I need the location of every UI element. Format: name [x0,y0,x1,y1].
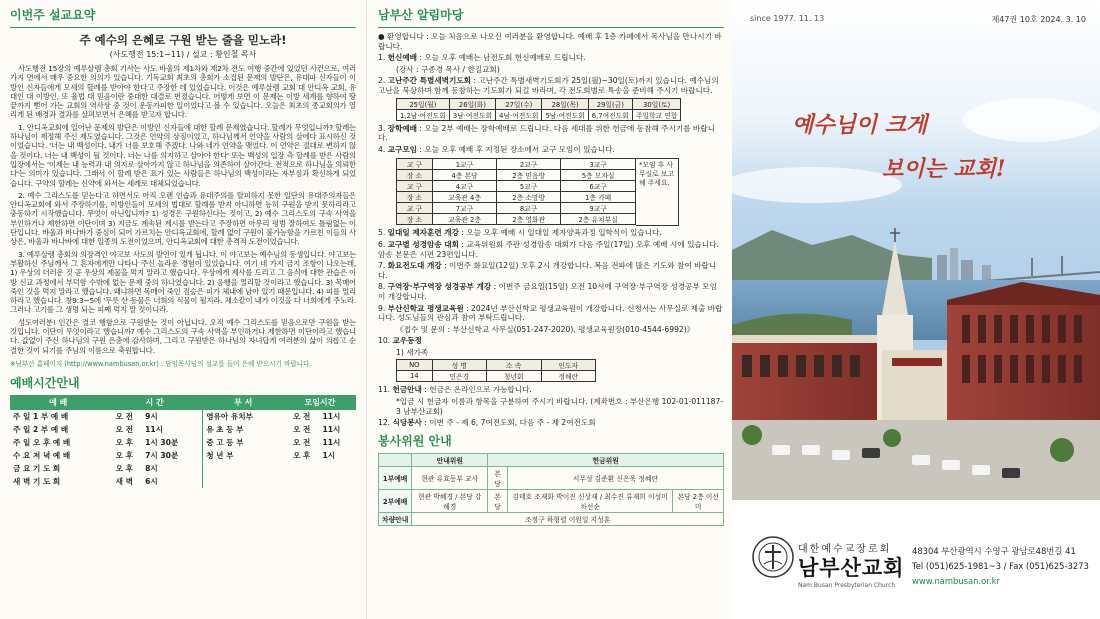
item-title: 고난주간 특별새벽기도회 [387,76,472,86]
sermon-paragraph: 성도여러분! 인간은 결코 행함으로 구원받는 것이 아닙니다. 오직 예수 그리스도를 믿음으로만 구원을 받는 것입니다. 이단이 무엇이라고 했습니까? 예수 그리스도의 구속 사역을 부인하거나 제한하면 이단이라고 했습니다. 값없이 주신 하나님의 구원 은총에 감사하며, 그리고 구원받은 하나님의 자녀답게 여러분의 삶이 의롭고 순결한 것이 되기를 주님의 이름으로 축원합니다. [10,317,356,355]
sermon-paragraph: 사도행전 15장의 예루살렘 총회 기사는 사도 바울의 제1차와 제2차 전도 여행 중간에 있었던 사건으로, 여러 가지 면에서 매우 중요한 의의가 있습니다. 기독교회 최초의 총회가 소집된 문제의 발단은, 유대파 신자들이 이방인 신자들에게 모세의 할례를 받아야 한다고 주장한 데 있었습니다. 이것은 예루살렘 교회 대 안디옥 교회, 유대인 대 이방인, 또 율법 대 믿음이란 중대한 대결로 번졌습니다. 어떻게 보면 이 문제는 이방 세계를 향하여 땅끝까지 뻗어 가는 교회의 역사상 중 것이 운동가피한 일이었다고 볼 수 있습니다. 오늘은 최초의 종교회의가 열리게 된 배경과 결과를 살펴보면서 은혜를 받고자 합니다. [10,64,356,120]
item-number: 4. [378,144,386,154]
announcement-item [378,418,724,428]
issue-number: 제47권 10호 2024. 3. 10 [991,15,1086,24]
item-title: 구역장·부구역장 성경공부 개강 [387,282,492,292]
header-dept: 부 서 [203,395,284,410]
divider [10,27,356,28]
announcement-item [378,304,724,323]
dept-name: 유 초 등 부 [203,423,284,436]
service-time: 6시 [145,476,158,486]
service-name: 주 일 2 부 예 배 [13,424,69,434]
item-text: : 오늘 오후 예배 시 일대일 제자양육과정 입학식이 있습니다. [458,228,662,238]
item-title: 화요전도대 개강 [387,261,442,271]
service-time: 8시 [145,463,158,473]
announcements-panel [366,0,732,619]
prayer-day: 30일(토) [632,98,681,109]
item-number: 2. [378,76,386,86]
slogan-line-2: 보이는 교회! [882,156,1006,182]
church-seal-icon [752,536,794,578]
dept-name: 중 고 등 부 [203,436,284,449]
table-row: 차량안내 조정구 하형렬 이원일 지성훈 [379,512,724,525]
item-title: 헌신예배 [387,53,418,63]
item-title: 교구별 성경암송 대회 [387,239,459,249]
divider [378,27,724,28]
item-text: : 이번 주 - 제 6, 7여전도회, 다음 주 - 제 2여전도회 [421,418,596,428]
phone-fax: Tel (051)625-1981~3 / Fax (051)625-3273 [912,561,1089,571]
item-text: : 교육위원회 주관 성경암송 대회가 다음 주일(17일) 오후 예배 시에 있습니다. 암송 본문은 시편 23편입니다. [378,239,719,259]
item-text: : 2024년 부산신학교 평생교육원이 개강합니다. 신청서는 사무실로 제출 바랍니다. 성도님들의 관심과 참여 부탁드립니다. [378,303,723,323]
item-number: 5. [378,228,386,238]
item-number: 9. [378,303,386,313]
worship-section-title: 예배시간안내 [10,375,80,390]
item-number: 12. [378,418,391,428]
service-time: 7시 30분 [145,450,179,460]
service-name: 수 요 저 녁 예 배 [13,450,71,460]
item-title: 일대일 제자훈련 개강 [387,228,459,238]
homepage-note: ※남부산 홈페이지 (http://www.nambusan.or.kr) : 담임목사님의 설교를 들어 은혜 받으시기 바랍니다. [10,359,312,368]
item-number: 6. [378,239,386,249]
address: 48304 부산광역시 수영구 광남로48번길 41 [912,546,1076,556]
table-row [10,449,356,462]
prayer-group: 6,7여전도회 [588,109,632,120]
item-title: 교우동정 [392,336,422,346]
dept-time: 11시 [322,411,341,421]
announcement-item [378,336,724,346]
announcement-item [378,261,724,280]
item-title: 헌금안내 [392,385,422,395]
announcement-item [378,385,724,395]
item-subtext: 《접수 및 문의 : 부산신학교 사무실(051-247-2020), 평생교육원장(010-4544-6992)》 [396,324,695,334]
item-number: 11. [378,385,391,395]
item-text: : 고난주간 특별새벽기도회가 25일(월)~30일(토)까지 있습니다. 예수님의 고난을 묵상하며 함께 동참하는 기도회가 되길 바라며, 각 전도회별로 특송을 준비해 주시기 바랍니다. [378,76,719,95]
table-row [10,436,356,449]
sermon-paragraph: 2. 예수 그리스도를 믿는다고 하면서도 아직 오랜 인습과 유대주의를 탈피하지 못한 일단의 유대주의자들은 안디옥교회에 와서 주장하기를, 이방인들이 모세의 법대로 할례를 받지 아니하면 능히 구원을 받지 못하리라고 충동하기 시작했습니다. 무엇이 아닌입니까? 1) 성경은 구원하신다는 것이고, 2) 예수 그리스도의 구속 사역을 부인하거나 제한하면 이단이며 3) 지금도 계속된 계시를 받는다고 주장하면 아무리 평범 잘하여도 틀림없는 이단입니다. 바울과 바나바가 중심이 되어 가르치는 안디옥교회에, 할례 없이 구원이 불가능함을 가르친 이들의 사상은, 바울과 바나바에 대한 일종의 도전이었으며, 안디옥교회에 대한 총격적 도전이었습니다. [10,190,356,247]
website-link[interactable]: www.nambusan.or.kr [912,576,1000,586]
sermon-panel [0,0,366,619]
item-number: 7. [378,261,386,271]
dept-period: 오 전 [293,437,311,447]
item-number: 8. [378,282,386,292]
item-text: : 헌금은 온라인으로 가능합니다. [421,385,532,395]
item-title: 식당봉사 [392,418,422,428]
prayer-group: 주일학교 연합 [632,109,681,120]
item-text: : 오늘 2부 예배는 장학예배로 드립니다. 다음 세대를 위한 헌금에 동참해 주시기를 바랍니다. [378,123,715,143]
dept-time: 11시 [322,437,341,447]
cover-panel [732,0,1100,619]
welcome-note: ● 환영합니다 : 오늘 처음으로 나오신 여러분을 환영합니다. 예배 후 1층 카페에서 목사님을 만나시기 바랍니다. [378,32,722,51]
table-row [10,475,356,488]
announcement-item [378,145,724,155]
item-text: : 오늘 오후 예배 후 지정된 장소에서 교구 모임이 있습니다. [417,144,615,154]
volunteers-section-title: 봉사위원 안내 [378,433,452,448]
slogan-line-1: 예수님이 크게 [792,112,928,138]
sermon-title: 주 예수의 은혜로 구원 받는 줄을 믿노라! [79,33,287,47]
table-row: 2부예배 현관 박혜경 / 본당 강해경 본당 김태호 조재화 박이진 신상재 / 최수진 류재희 이성미 차선순 본당 2층 이선미 [379,489,724,512]
welcome-text: 환영합니다 : 오늘 처음으로 나오신 여러분을 환영합니다. 예배 후 1층 카페에서 목사님을 만나시기 바랍니다. [378,32,722,51]
item-subtext: (강사 : 구종경 목사 / 한길교회) [396,64,500,74]
dept-name: 청 년 부 [203,449,284,462]
district-table: 교 구 1교구 2교구 3교구 장 소 4층 본당 2층 믿음방 5층 모자실 교 구 4교구 5교구 6교구 장 소 교육관 4층 2층 소망방 1층 카페 교 구 7교구 8교구 9교구 장 소 교육관 2층 2층 영화관 2층 유치부실 [396,158,636,225]
volunteer-table [378,453,724,526]
service-period: 새 벽 [115,476,133,486]
service-period: 오 전 [115,411,133,421]
announcement-item [378,228,724,238]
header-offering: 헌금위원 [488,453,724,466]
district-meeting [378,156,724,228]
table-row: 14 민은경 청년회 정해란 [397,371,596,382]
prayer-day: 28일(목) [542,98,588,109]
prayer-group: 3남·여전도회 [449,109,495,120]
service-name: 새 벽 기 도 회 [13,476,61,486]
item-text: : 오늘 오후 예배는 남전도회 헌신예배로 드립니다. [417,53,586,63]
announcements-section-title: 남부산 알림마당 [378,8,464,22]
dept-period: 오 전 [293,424,311,434]
item-number: 1. [378,53,386,63]
prayer-day: 29일(금) [588,98,632,109]
service-period: 오 후 [115,450,133,460]
dept-time: 1시 [322,450,336,460]
announcement-item [378,240,724,259]
dept-period: 오 후 [293,450,311,460]
item-text: : 이번주 화요일(12일) 오후 2시 개강합니다. 복음 전파에 많은 기도와 참여 바랍니다. [378,261,717,280]
service-name: 주 일 오 후 예 배 [13,437,71,447]
header-worship: 예 배 [10,395,107,410]
item-title: 교구모임 [387,144,418,154]
prayer-day: 25일(월) [397,98,450,109]
announcement-item [378,53,724,63]
item-number: 10. [378,336,391,346]
service-time: 9시 [145,411,158,421]
item-subtext: 1) 새가족 [396,347,429,357]
header-meeting: 모임시간 [284,395,356,410]
prayer-day: 27일(수) [496,98,542,109]
church-photo [732,210,1100,500]
header-guide: 안내위원 [412,453,488,466]
dept-period: 오 전 [293,411,311,421]
item-text: : 이번주 금요일(15일) 오전 10시에 구역장·부구역장 성경공부 모임이 개강합니다. [378,282,717,301]
service-period: 오 후 [115,463,133,473]
table-row [10,423,356,436]
announcement-item [378,282,724,301]
church-footer [732,500,1100,619]
service-name: 주 일 1 부 예 배 [13,411,69,421]
service-name: 금 요 기 도 회 [13,463,61,473]
newcomer-table: NO 성 명 소 속 인도자 14 민은경 청년회 정해란 [396,359,596,382]
prayer-group: 5남·여전도회 [542,109,588,120]
announcement-item [378,124,724,143]
item-title: 장학예배 [387,123,418,133]
contact-info [912,544,1089,589]
church-name-en: Nam Busan Presbyterian Church [798,582,896,589]
church-name: 남부산교회 [798,556,905,580]
service-time: 1시 30분 [145,437,179,447]
sermon-section-title: 이번주 설교요약 [10,8,96,22]
since-date: since 1977. 11. 13 [750,14,825,23]
header-time: 시 간 [107,395,203,410]
service-time: 11시 [145,424,164,434]
announcement-item [378,76,724,95]
district-note: *모임 후 사무실로 보고해 주세요. [636,158,679,226]
dept-name: 영유아 유치부 [203,410,284,423]
sermon-paragraph: 3. 예루살렘 총회의 의장격인 야고보 사도의 발언이 있게 됩니다. 이 야고보는 예수님의 동생입니다. 야고보는 부활하신 주님께서 그 혼자에게만 나타나 주신 놀라운 경험이 있었습니다. 여기 네 가지 금지 조항이 나오는데, 1) 우상의 더러운 것 곧 우상의 제물을 먹지 말라고 했습니다. 우상에게 제사를 드리고 그 음식에 대한 관습은 이방 신교 과정에서 부덕함 수밖에 없는 문제 중의 하나였습니다. 2) 음행을 멀리할 것이라고 했습니다. 3) 목매어 죽인 것을 먹지 말라고 했습니다. 왜냐하면 목매어 죽인 짐승은 피가 체내에 남아 있기 때문입니다. 4) 피를 멀리하라고 했습니다. 창9:3~5에 '무릇 산 동물은 너희의 식물이 될지라. 채소같이 내가 이것을 다 너희에게 주노라. 그러나 고기를 그 생명 되는 피째 먹지 말 것이니라. [10,249,356,315]
service-period: 오 후 [115,437,133,447]
item-subtext: *입금 시 헌금자 이름과 항목을 구분하여 주시기 바랍니다. (계좌번호 : 부산은행 102-01-011187-3 남부산교회) [396,397,724,416]
prayer-schedule-table [396,98,681,121]
denomination: 대한예수교장로회 [798,544,892,555]
service-period: 오 전 [115,424,133,434]
item-number: 3. [378,123,386,133]
prayer-group: 1,2남·여전도회 [397,109,450,120]
prayer-day: 26일(화) [449,98,495,109]
sermon-paragraph: 1. 안디옥교회에 일어난 문제의 발단은 이방인 신자들에 대한 할례 문제였습니다. 할례가 무엇입니까? 할례는 하나님이 제정해 주신 제도였습니다. 그것은 언약의 상징이었고, 하나님께서 언약을 사람의 살에다 표시하신 것이었습니다. '너는 내 백성이다. 내가 너를 보호해 주겠다. 나와 네가 언약을 맺었다. 이 언약은 절대로 변하지 않을 것이다. 너는 내 백성이 될 것이다. 너는 나를 의지하고 살아야 한다' 또는 백성의 입장 측 할례를 받은 사람의 입장에서는 '이제는 내 능력과 내 의지로 살아가지 않고 하나님을 의존하여 살아간다. 전적으로 하나님을 의뢰한다'는 의미가 있습니다. 그래서 이 할례 받은 표가 있는 사람들은 하나님의 백성이라는 자부심과 확신하게 되었습니다. 구약의 할례는 신약에 와서는 세례로 대체되었습니다. [10,122,356,188]
dept-time: 11시 [322,424,341,434]
worship-time-table [10,395,356,488]
table-row [10,410,356,423]
table-row [10,462,356,475]
item-title: 부산신학교 평생교육원 [387,303,464,313]
sermon-subtitle: (사도행전 15:1~11) / 설교 : 황인철 목사 [109,50,257,59]
table-row: 1부예배 현관 유효동부 교사 본당 서무성 김준환 신은욱 정혜란 [379,466,724,489]
prayer-group: 4남·여전도회 [496,109,542,120]
